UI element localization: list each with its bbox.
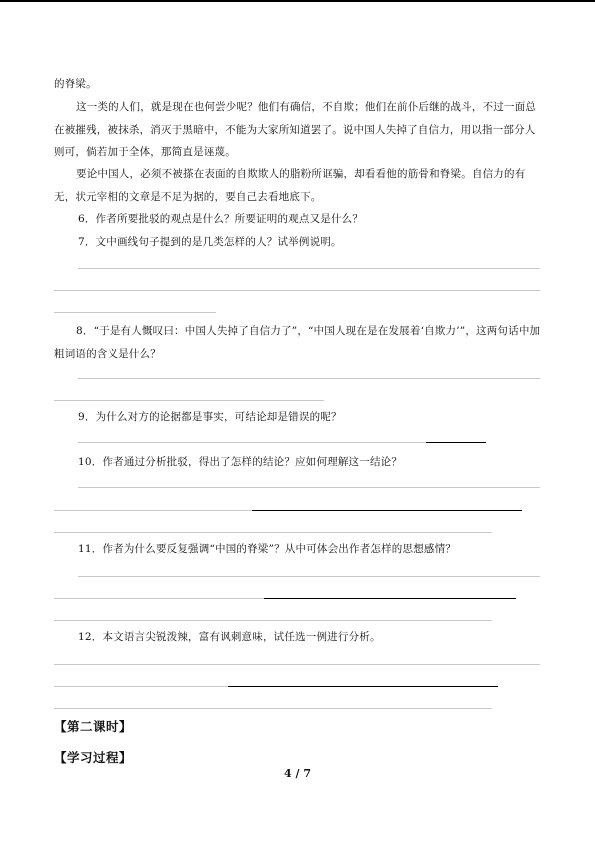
question-12: 12．本文语言尖锐泼辣，富有讽刺意味，试任选一例进行分析。 bbox=[78, 631, 381, 643]
answer-line[interactable] bbox=[54, 708, 492, 709]
answer-line[interactable] bbox=[54, 664, 540, 665]
answer-line[interactable] bbox=[54, 686, 228, 687]
question-8 bbox=[54, 320, 544, 365]
question-6: 6．作者所要批驳的观点是什么？所要证明的观点又是什么？ bbox=[78, 213, 364, 225]
answer-line[interactable] bbox=[54, 290, 540, 291]
answer-line-underscore[interactable] bbox=[264, 598, 516, 599]
section-heading-lesson-2: 【第二课时】 bbox=[54, 719, 133, 734]
section-heading-learning-process: 【学习过程】 bbox=[54, 750, 133, 765]
answer-line[interactable] bbox=[78, 378, 540, 379]
answer-line[interactable] bbox=[54, 532, 492, 533]
question-9: 9．为什么对方的论据都是事实，可结论却是错误的呢？ bbox=[78, 411, 342, 423]
question-8-text: 8．“于是有人慨叹曰：中国人失掉了自信力了”，“中国人现在是在发展着‘自欺力’”，这两句话中加粗词语的含义是什么？ bbox=[54, 325, 541, 360]
answer-line[interactable] bbox=[78, 576, 540, 577]
answer-line[interactable] bbox=[78, 268, 540, 269]
answer-line[interactable] bbox=[78, 442, 426, 443]
answer-line[interactable] bbox=[54, 312, 216, 313]
answer-line[interactable] bbox=[54, 510, 252, 511]
page-top-border bbox=[0, 0, 595, 2]
question-11: 11．作者为什么要反复强调“中国的脊梁”？从中可体会出作者怎样的思想感情？ bbox=[78, 543, 456, 555]
passage-paragraph-1 bbox=[54, 96, 544, 164]
passage-paragraph-2 bbox=[54, 163, 544, 208]
answer-line[interactable] bbox=[78, 487, 540, 488]
answer-line-underscore[interactable] bbox=[252, 510, 522, 511]
passage-line-0: 的脊梁。 bbox=[54, 78, 97, 90]
question-7: 7．文中画线句子提到的是几类怎样的人？试举例说明。 bbox=[78, 236, 342, 248]
passage-paragraph-1-text: 这一类的人们，就是现在也何尝少呢？他们有确信，不自欺；他们在前仆后继的战斗，不过一面总在被摧残，被抹杀，消灭于黑暗中，不能为大家所知道罢了。说中国人失掉了自信力，用以指一部分人则可，倘若加于全体，那简直是诬蔑。 bbox=[54, 101, 537, 158]
answer-line-underscore[interactable] bbox=[426, 442, 486, 443]
passage-paragraph-2-text: 要论中国人，必须不被搽在表面的自欺欺人的脂粉所诓骗，却看看他的筋骨和脊梁。自信力的有无，状元宰相的文章是不足为据的，要自己去看地底下。 bbox=[54, 168, 526, 203]
answer-line[interactable] bbox=[54, 598, 264, 599]
answer-line[interactable] bbox=[54, 620, 492, 621]
question-10: 10．作者通过分析批驳，得出了怎样的结论？应如何理解这一结论？ bbox=[78, 456, 403, 468]
answer-line[interactable] bbox=[54, 400, 324, 401]
answer-line-underscore[interactable] bbox=[228, 686, 498, 687]
page-number: 4 / 7 bbox=[284, 767, 311, 780]
